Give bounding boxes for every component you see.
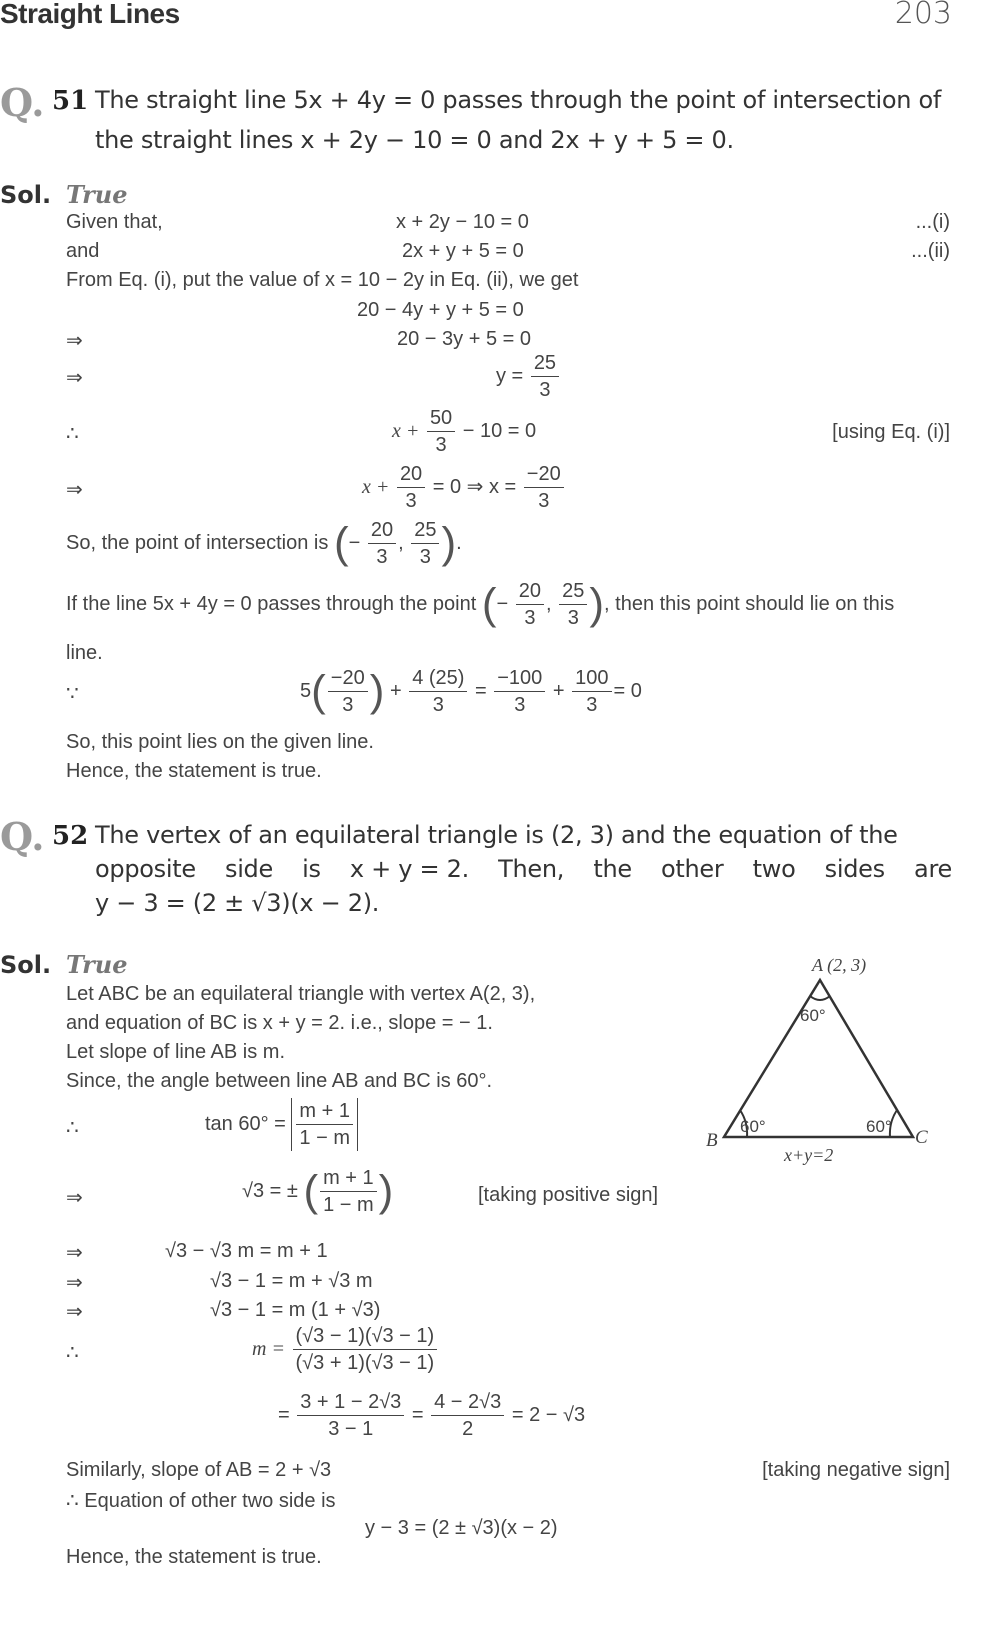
step-3 [496,350,561,403]
word: is [302,855,321,883]
implies-symbol: ⇒ [66,1242,83,1264]
conclusion-51: Hence, the statement is true. [66,760,322,782]
step-1: 20 − 4y + y + 5 = 0 [357,299,524,321]
step-s1: √3 − √3 m = m + 1 [165,1240,328,1262]
page-number: 203 [894,0,952,31]
word: two [752,855,796,883]
verification-equation: 5( $\frac{-20}{3}$ ) + $\frac{4 (25)}{3}$ = $\frac{-100}{3}$ + $\frac{100}{3}$ = 0 [300,666,642,716]
intersection-text: So, the point of intersection is [66,531,329,554]
fraction [494,665,545,718]
solution-label-51: Sol. [0,181,52,209]
denominator: 3 [538,490,550,512]
if-line-statement: If the line 5x + 4y = 0 passes through the point (− $\frac{20}{3}$ , $\frac{25}{3}$ ), then this point should lie on this [66,579,895,629]
denominator: (√3 + 1)(√3 − 1) [295,1352,435,1374]
fraction [409,665,467,718]
plus: + [389,679,402,702]
numerator: 25 [559,578,587,605]
denominator: 3 [342,694,354,716]
step-s3: √3 − 1 = m (1 + √3) [210,1299,381,1321]
fraction [427,405,455,458]
fraction [297,1389,404,1442]
if-text-b: , then this point should lie on this [604,592,895,615]
word: x + y = 2. [349,855,469,883]
fraction [531,350,559,403]
therefore-symbol: ∴ [66,1342,79,1364]
numerator: −20 [524,461,564,488]
implies-symbol: ⇒ [66,1272,83,1294]
solution-verdict-52: True [66,950,128,979]
base-equation-label: x+y=2 [784,1145,834,1165]
implies-symbol: ⇒ [66,479,83,501]
fraction [296,1098,353,1151]
denominator: 3 [432,694,444,716]
question-mark-q51: Q. [0,80,45,125]
numerator: m + 1 [320,1165,377,1192]
equals: = [475,679,487,702]
q51-text-line1: The straight line 5x + 4y = 0 passes through the point of intersection of [95,86,942,114]
word: opposite [95,855,196,883]
using-eq-note: [using Eq. (i)] [832,421,950,443]
chapter-title: Straight Lines [0,0,180,29]
denominator: 3 [514,694,526,716]
fraction [368,517,396,570]
positive-sign-note: [taking positive sign] [478,1184,659,1206]
vertex-b-label: B [706,1130,718,1151]
sqrt-equation: √3 = ± ( $\frac{m + 1}{1 - m}$ ) [242,1166,394,1216]
if-text-a: If the line 5x + 4y = 0 passes through the point [66,592,477,615]
question-number-52: 52 [52,821,89,851]
denominator: 1 − m [323,1194,374,1216]
sol52-line2: and equation of BC is x + y = 2. i.e., slope = − 1. [66,1012,493,1034]
fraction [572,665,611,718]
word: are [914,855,952,883]
denominator: 3 [586,694,598,716]
word: side [224,855,273,883]
step-4 [392,405,536,458]
q52-text-line2 [95,855,952,883]
q52-text-line1: The vertex of an equilateral triangle is (2, 3) and the equation of the [95,821,898,849]
line-word: line. [66,642,103,664]
denominator: 3 [567,607,579,629]
equation-ii: 2x + y + 5 = 0 [402,240,524,262]
numerator: 20 [516,578,544,605]
step-4-rhs: − 10 = 0 [462,419,537,442]
substitution-text: From Eq. (i), put the value of x = 10 − 2y in Eq. (ii), we get [66,269,579,291]
denominator: 3 [376,546,388,568]
result: = 2 − √3 [511,1403,586,1426]
q51-text-line2: the straight lines x + 2y − 10 = 0 and 2x + y + 5 = 0. [95,126,734,154]
vertex-a-label: A (2, 3) [812,955,867,975]
denominator: 3 [524,607,536,629]
fraction [559,578,587,631]
implies-symbol: ⇒ [66,1187,83,1209]
sqrt-lhs: √3 = ± [242,1179,298,1202]
lies-statement: So, this point lies on the given line. [66,731,374,753]
intersection-statement: So, the point of intersection is (− $\frac{20}{3}$ , $\frac{25}{3}$ ). [66,518,462,568]
equation-tag-ii: ...(ii) [911,240,950,262]
implies-symbol: ⇒ [66,367,83,389]
therefore-symbol: ∴ [66,1117,79,1139]
numerator: −20 [328,665,368,692]
negative-sign-note: [taking negative sign] [762,1459,950,1481]
m-simplification [278,1389,585,1442]
denominator: 3 [435,434,447,456]
numerator: 20 [397,461,425,488]
fraction [397,461,425,514]
step-5 [362,461,566,514]
word: the [593,855,632,883]
sign: − [348,531,361,554]
equation-i: x + 2y − 10 = 0 [396,211,529,233]
sign: − [496,592,509,615]
fraction [411,517,439,570]
denominator: 3 [539,379,551,401]
numerator: 50 [427,405,455,432]
m-lhs: m = [252,1337,285,1360]
equation-tag-i: ...(i) [915,211,950,233]
equals: = [411,1403,424,1426]
question-number-51: 51 [52,86,89,116]
numerator: 4 (25) [409,665,467,692]
fraction [516,578,544,631]
conclusion-52: Hence, the statement is true. [66,1546,322,1568]
equation-other-sides: ∴ Equation of other two side is [66,1490,336,1512]
sol52-line1: Let ABC be an equilateral triangle with vertex A(2, 3), [66,983,536,1005]
numerator: 3 + 1 − 2√3 [297,1389,404,1416]
fraction [524,461,564,514]
vertex-c-label: C [915,1127,928,1148]
numerator: 20 [368,517,396,544]
implies-symbol: ⇒ [66,330,83,352]
tan-lhs: tan 60° = [205,1112,286,1135]
because-symbol: ∵ [66,683,79,705]
numerator: m + 1 [296,1098,353,1125]
therefore-symbol: ∴ [66,423,79,445]
final-equation: y − 3 = (2 ± √3)(x − 2) [365,1517,558,1539]
angle-b-label: 60° [740,1117,766,1136]
angle-c-label: 60° [866,1117,892,1136]
fraction [328,665,368,718]
step-2: 20 − 3y + 5 = 0 [397,328,531,350]
sol52-line4: Since, the angle between line AB and BC is 60°. [66,1070,493,1092]
step-3-lhs: y = [496,364,524,387]
equals-zero: = 0 [613,679,642,702]
numerator: 100 [572,665,611,692]
plus: + [552,679,565,702]
step-5-lhs: x + [362,475,390,498]
denominator: 1 − m [299,1127,350,1149]
word: Then, [498,855,565,883]
m-equation [252,1323,439,1376]
denominator: 3 − 1 [328,1418,374,1440]
solution-verdict-51: True [66,180,128,209]
numerator: (√3 − 1)(√3 − 1) [293,1323,438,1350]
fraction [431,1389,504,1442]
tan-equation [205,1098,358,1151]
sol52-line3: Let slope of line AB is m. [66,1041,286,1063]
step-4-lhs: x + [392,419,420,442]
question-mark-q52: Q. [0,814,45,859]
numerator: 4 − 2√3 [431,1389,504,1416]
equilateral-triangle-diagram [700,950,960,1180]
given-label: Given that, [66,211,163,233]
numerator: −100 [494,665,545,692]
fraction [320,1165,377,1218]
step-s2: √3 − 1 = m + √3 m [210,1270,373,1292]
q52-text-line3: y − 3 = (2 ± √3)(x − 2). [95,889,380,917]
denominator: 2 [462,1418,474,1440]
denominator: 3 [419,546,431,568]
coefficient: 5 [300,679,312,702]
word: sides [824,855,885,883]
numerator: 25 [531,350,559,377]
solution-label-52: Sol. [0,951,52,979]
equals: = [278,1403,290,1426]
and-label: and [66,240,100,262]
angle-a-label: 60° [800,1006,826,1025]
numerator: 25 [411,517,439,544]
similarly-statement: Similarly, slope of AB = 2 + √3 [66,1459,332,1481]
fraction [293,1323,438,1376]
implies-symbol: ⇒ [66,1301,83,1323]
denominator: 3 [405,490,417,512]
word: other [661,855,724,883]
step-5-mid: = 0 ⇒ x = [432,475,517,498]
